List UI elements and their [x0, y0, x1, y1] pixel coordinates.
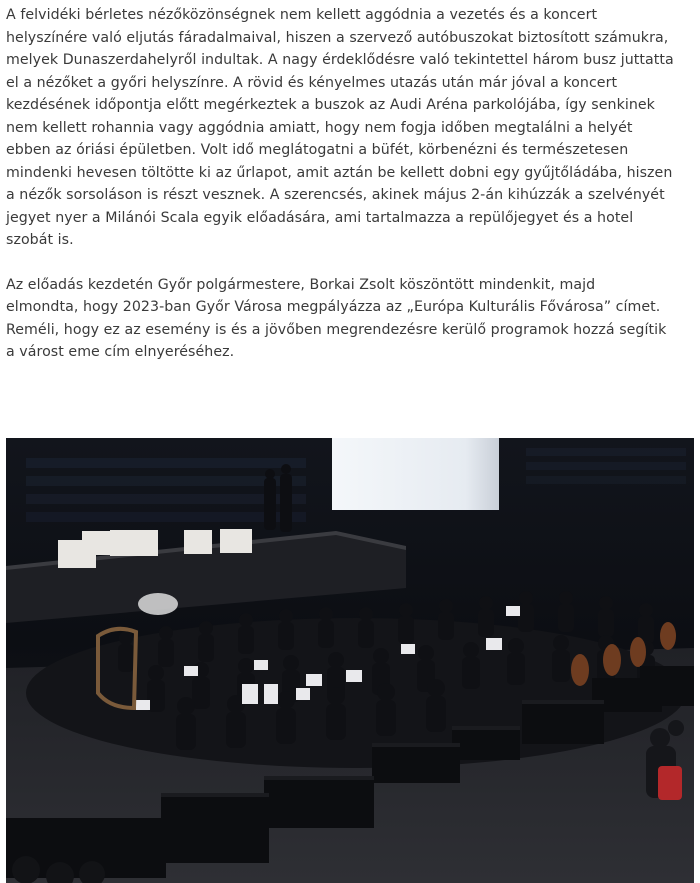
text-line: a várost eme cím elnyeréséhez.: [6, 344, 235, 360]
projection-screen: [332, 438, 499, 510]
text-line: el a nézőket a győri helyszínre. A rövid és kényelmes utazás után már jóval a koncert: [6, 74, 618, 91]
article-paragraph-1: [6, 4, 696, 252]
text-line: elmondta, hogy 2023-ban Győr Városa megpályázza az „Európa Kulturális Fővárosa” címet.: [6, 299, 661, 315]
text-line: helyszínére való eljutás fáradalmaival, hiszen a szervező autóbuszokat biztosított számukra,: [6, 29, 669, 46]
text-line: Reméli, hogy ez az esemény is és a jövőben megrendezésre kerülő programok hozzá segítik: [6, 321, 667, 338]
text-line: A felvidéki bérletes nézőközönségnek nem kellett aggódnia a vezetés és a koncert: [6, 7, 598, 23]
article-paragraph-2: [6, 274, 696, 364]
text-line: melyek Dunaszerdahelyről indultak. A nagy érdeklődésre való tekintettel három busz juttatta: [6, 52, 674, 68]
text-line: jegyet nyer a Milánói Scala egyik előadására, ami tartalmazza a repülőjegyet és a hotel: [6, 209, 634, 226]
text-line: a nézők sorsoláson is részt vesznek. A szerencsés, akinek május 2-án kihúzzák a szelvényét: [6, 187, 665, 203]
text-line: kezdésének időpontja előtt megérkeztek a buszok az Audi Aréna parkolójába, így senkinek: [6, 97, 655, 113]
text-line: Az előadás kezdetén Győr polgármestere, Borkai Zsolt köszöntött mindenkit, majd: [6, 276, 596, 293]
text-line: ebben az óriási épületben. Volt idő meglátogatni a büfét, körbenézni és természetesen: [6, 142, 629, 158]
article-body: [6, 4, 696, 364]
text-line: mindenki hevesen töltötte ki az űrlapot, amit aztán be kellett dobni egy gyűjtőládába, hiszen: [6, 164, 673, 181]
text-line: szobát is.: [6, 232, 74, 248]
orchestra-concert-photo: [6, 438, 694, 883]
text-line: nem kellett rohannia vagy aggódnia amiatt, hogy nem fogja időben megtalálni a helyét: [6, 119, 633, 136]
